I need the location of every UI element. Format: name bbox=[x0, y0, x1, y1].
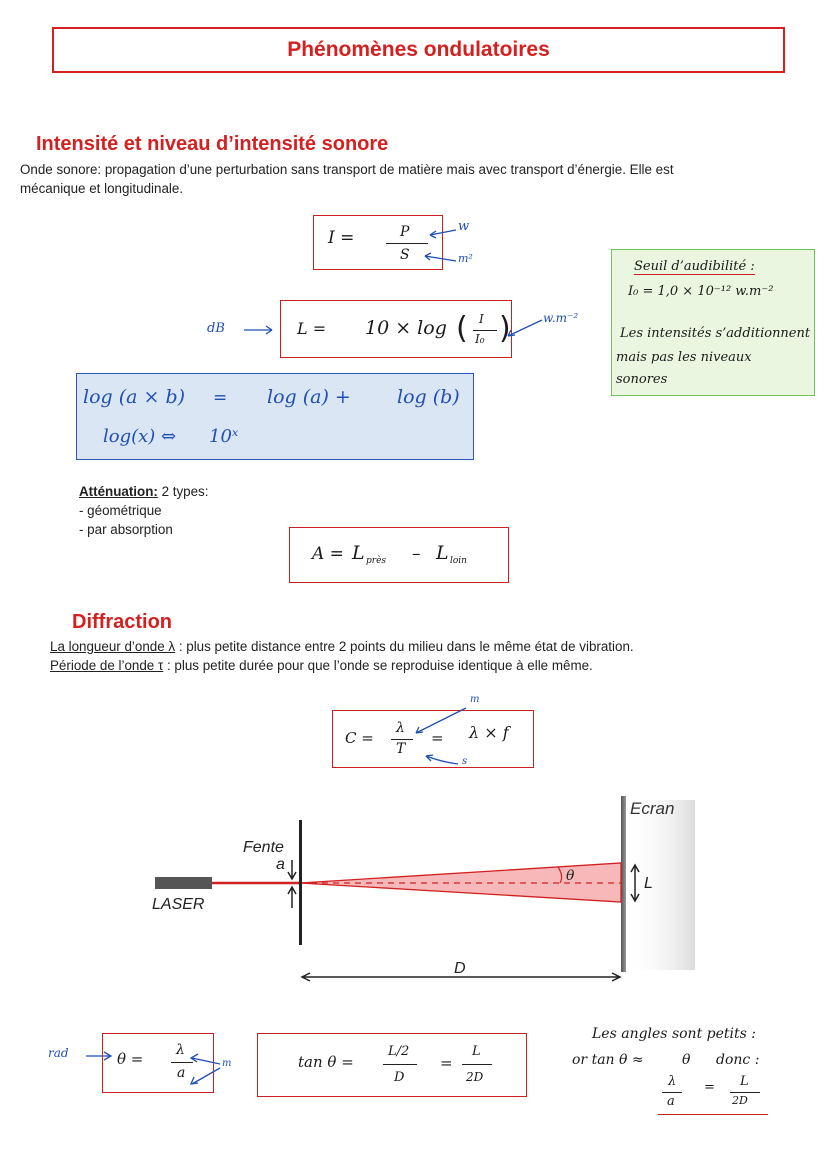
formula-tan-eq: = bbox=[440, 1054, 453, 1072]
laser-source bbox=[155, 877, 212, 889]
note2-line1: Les angles sont petits : bbox=[592, 1026, 756, 1042]
label-L: L bbox=[644, 875, 653, 892]
paren-left: ( bbox=[456, 311, 468, 346]
note-small-angles bbox=[570, 1022, 820, 1118]
fraction-bar bbox=[462, 1064, 492, 1065]
formula-C-eq: = bbox=[431, 729, 444, 747]
attenuation-item-2: - par absorption bbox=[79, 522, 173, 537]
formula-A-minus: – bbox=[412, 544, 421, 564]
formula-A-lhs: A = bbox=[312, 544, 344, 564]
fraction-bar bbox=[662, 1092, 682, 1093]
unit-arrows-theta bbox=[180, 1050, 230, 1090]
note2-line2-c: donc : bbox=[716, 1052, 760, 1068]
unit-L: w.m⁻² bbox=[543, 311, 579, 325]
screen bbox=[621, 796, 626, 972]
attenuation-heading-line bbox=[79, 482, 208, 501]
log-line2-a: log(x) ⇔ bbox=[103, 426, 177, 447]
definition-wavelength bbox=[50, 637, 820, 656]
log-line1-c: log (b) bbox=[397, 386, 460, 408]
formula-I-lhs: I = bbox=[328, 228, 355, 248]
log-properties-box bbox=[76, 373, 474, 460]
slit-arrow-bottom bbox=[288, 887, 296, 908]
formula-theta-den: a bbox=[177, 1065, 186, 1081]
attenuation-block bbox=[79, 482, 208, 539]
arrow-dB bbox=[240, 322, 280, 338]
note-text-2: mais pas les niveaux bbox=[616, 350, 752, 365]
log-line2-b: 10ˣ bbox=[209, 426, 239, 447]
formula-I-den: S bbox=[400, 247, 410, 263]
formula-tan-num2: L bbox=[472, 1044, 481, 1059]
formula-C-lhs: C = bbox=[345, 729, 374, 747]
slit-arrow-top bbox=[288, 860, 296, 879]
label-laser: LASER bbox=[152, 896, 205, 913]
formula-tan-lhs: tan θ = bbox=[298, 1053, 354, 1071]
formula-A-a: L bbox=[352, 542, 365, 564]
label-fente: Fente bbox=[243, 839, 284, 856]
term-period: Période de l’onde τ bbox=[50, 658, 164, 673]
definition-wavelength-text: : plus petite distance entre 2 points du milieu dans le même état de vibration. bbox=[175, 639, 634, 654]
note-formula: I₀ = 1,0 × 10⁻¹² w.m⁻² bbox=[628, 284, 774, 299]
definition-period-text: : plus petite durée pour que l’onde se reproduise identique à elle même. bbox=[163, 658, 593, 673]
note2-line2-b: θ bbox=[682, 1052, 691, 1068]
note-text-1: Les intensités s’additionnent bbox=[620, 326, 811, 341]
note2-den1: a bbox=[667, 1094, 675, 1109]
note-seuil-audibilite bbox=[611, 249, 815, 396]
unit-C-den: s bbox=[462, 756, 468, 767]
term-wavelength: La longueur d’onde λ bbox=[50, 639, 176, 654]
title-box bbox=[52, 27, 785, 73]
diffraction-definitions bbox=[50, 637, 820, 675]
unit-arrows-I bbox=[420, 220, 490, 270]
log-line1-a: log (a × b) bbox=[83, 386, 186, 408]
formula-level-box bbox=[280, 300, 512, 358]
unit-arrows-C bbox=[400, 700, 480, 772]
note-text-3: sonores bbox=[616, 372, 668, 387]
unit-dB-label: dB bbox=[207, 321, 225, 336]
formula-tan-den1: D bbox=[394, 1070, 405, 1085]
label-D: D bbox=[454, 960, 466, 977]
formula-attenuation-box bbox=[289, 527, 509, 583]
diffraction-diagram bbox=[140, 790, 700, 990]
paren-right: ) bbox=[499, 311, 511, 346]
formula-A-b-sub: loin bbox=[450, 556, 467, 566]
label-theta: θ bbox=[566, 868, 575, 884]
formula-I-num: P bbox=[400, 224, 410, 240]
unit-C-num: m bbox=[470, 694, 480, 705]
fraction-bar bbox=[473, 330, 497, 331]
formula-theta-num: λ bbox=[176, 1042, 185, 1058]
unit-I-den: m² bbox=[458, 252, 473, 265]
formula-L-num: I bbox=[479, 312, 484, 326]
formula-L-den: I₀ bbox=[475, 332, 485, 346]
unit-rad-label: rad bbox=[48, 1046, 69, 1060]
note2-num1: λ bbox=[668, 1074, 677, 1089]
formula-theta-lhs: θ = bbox=[117, 1050, 144, 1068]
label-ecran: Ecran bbox=[630, 799, 675, 818]
formula-tan-num1: L/2 bbox=[388, 1044, 410, 1059]
note2-eq: = bbox=[704, 1080, 715, 1095]
formula-A-a-sub: près bbox=[366, 556, 387, 566]
note-title: Seuil d’audibilité : bbox=[634, 259, 755, 274]
formula-L-rhs: 10 × log bbox=[365, 317, 447, 339]
log-line1-eq: = bbox=[213, 388, 228, 408]
formula-A-b: L bbox=[436, 542, 449, 564]
intro-paragraph bbox=[20, 160, 810, 198]
attenuation-item-1: - géométrique bbox=[79, 503, 162, 518]
formula-C-den: T bbox=[396, 741, 406, 757]
slit-plate bbox=[299, 820, 302, 945]
note2-num2: L bbox=[740, 1074, 749, 1089]
section-heading-diffraction: Diffraction bbox=[72, 611, 172, 633]
formula-C-rhs: λ × f bbox=[469, 723, 509, 742]
unit-theta: m bbox=[222, 1058, 232, 1069]
unit-I-num: w bbox=[458, 219, 470, 234]
formula-tan-box bbox=[257, 1033, 527, 1097]
note2-line2-a: or tan θ ≈ bbox=[572, 1052, 644, 1068]
fraction-bar bbox=[383, 1064, 417, 1065]
attenuation-rest: 2 types: bbox=[157, 484, 209, 499]
formula-tan-den2: 2D bbox=[466, 1070, 484, 1084]
definition-period bbox=[50, 656, 820, 675]
intro-line-2: mécanique et longitudinale. bbox=[20, 181, 184, 196]
label-a: a bbox=[276, 856, 285, 873]
attenuation-label: Atténuation: bbox=[79, 484, 158, 499]
section-heading-intensite: Intensité et niveau d’intensité sonore bbox=[36, 133, 389, 155]
note2-underline bbox=[658, 1114, 768, 1115]
formula-L-lhs: L = bbox=[297, 319, 327, 338]
note2-den2: 2D bbox=[732, 1094, 748, 1107]
log-line1-b: log (a) + bbox=[267, 386, 351, 408]
fraction-bar bbox=[730, 1092, 760, 1093]
formula-C-num: λ bbox=[396, 720, 405, 736]
page-title: Phénomènes ondulatoires bbox=[287, 38, 550, 61]
intro-line-1: Onde sonore: propagation d’une perturbation sans transport de matière mais avec transport d’énergie. Elle est bbox=[20, 162, 674, 177]
